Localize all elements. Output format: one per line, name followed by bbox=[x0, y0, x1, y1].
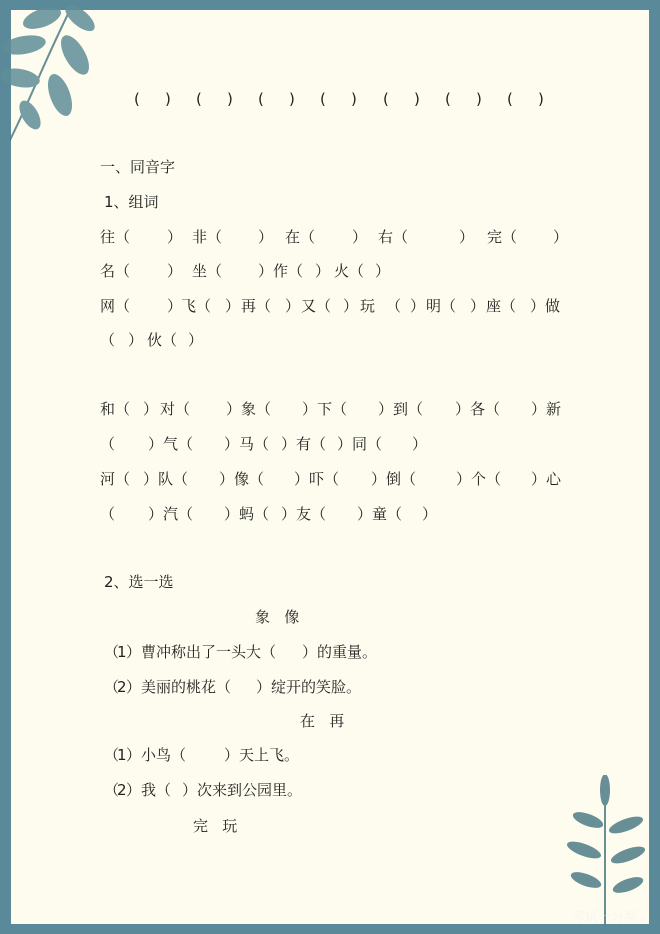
word-row bbox=[0, 226, 660, 248]
word-cell: ）有（ bbox=[281, 435, 327, 453]
word-cell: ） bbox=[258, 228, 274, 246]
word-cell: 做 bbox=[545, 297, 561, 315]
sub-heading-row bbox=[0, 191, 660, 213]
question-number: 1 bbox=[117, 643, 127, 661]
word-cell: ）新 bbox=[531, 400, 562, 418]
word-cell: （ bbox=[386, 297, 402, 315]
word-cell: ） bbox=[553, 228, 569, 246]
question-number: 2 bbox=[117, 781, 127, 799]
word-cell: ） bbox=[128, 331, 144, 349]
word-cell: ） bbox=[285, 297, 301, 315]
word-cell: ）作（ bbox=[258, 262, 304, 280]
word-cell: 座（ bbox=[486, 297, 517, 315]
sub-heading: 2、选一选 bbox=[104, 573, 174, 591]
question-text: ）绽开的笑脸。 bbox=[256, 678, 362, 696]
word-row bbox=[0, 433, 660, 455]
leaf-decoration-top-left bbox=[0, 0, 110, 150]
question-text: ）次来到公园里。 bbox=[182, 781, 303, 799]
bracket-open: ( bbox=[134, 90, 140, 108]
word-cell: ）到（ bbox=[378, 400, 424, 418]
question-paren: （ bbox=[104, 678, 120, 696]
options-row bbox=[0, 710, 660, 732]
bracket-close: ) bbox=[165, 90, 171, 108]
word-cell: ） bbox=[315, 262, 331, 280]
question-text: ）曹冲称出了一头大（ bbox=[126, 643, 277, 661]
bracket-close: ) bbox=[476, 90, 482, 108]
bracket-open: ( bbox=[445, 90, 451, 108]
word-cell: 右（ bbox=[378, 228, 409, 246]
top-bracket-row bbox=[0, 88, 660, 110]
word-row bbox=[0, 468, 660, 490]
word-cell: 又（ bbox=[301, 297, 332, 315]
question-paren: （ bbox=[104, 643, 120, 661]
word-cell: 非（ bbox=[192, 228, 223, 246]
bracket-open: ( bbox=[320, 90, 326, 108]
question-number: 2 bbox=[117, 678, 127, 696]
word-cell: ）同（ bbox=[337, 435, 383, 453]
bracket-close: ) bbox=[538, 90, 544, 108]
word-cell: 飞（ bbox=[181, 297, 212, 315]
word-cell: （ bbox=[100, 331, 116, 349]
word-cell: ） bbox=[375, 262, 391, 280]
word-cell: ） bbox=[167, 228, 183, 246]
question-number: 1 bbox=[117, 746, 127, 764]
bracket-close: ) bbox=[227, 90, 233, 108]
word-cell: ） bbox=[410, 297, 426, 315]
word-cell: 名（ bbox=[100, 262, 131, 280]
word-cell: 网（ bbox=[100, 297, 131, 315]
word-cell: ）各（ bbox=[455, 400, 501, 418]
word-cell: 玩 bbox=[360, 297, 376, 315]
question-text: ）天上飞。 bbox=[224, 746, 300, 764]
word-cell: 伙（ bbox=[147, 331, 178, 349]
word-cell: ） bbox=[167, 262, 183, 280]
word-cell: ）心 bbox=[531, 470, 562, 488]
word-cell: （ bbox=[100, 435, 116, 453]
word-cell: ） bbox=[188, 331, 204, 349]
word-cell: ）队（ bbox=[143, 470, 189, 488]
word-cell: ） bbox=[225, 297, 241, 315]
word-cell: ）像（ bbox=[219, 470, 265, 488]
word-cell: ）童（ bbox=[357, 505, 403, 523]
word-options: 在 再 bbox=[300, 712, 345, 730]
section-heading-row bbox=[0, 156, 660, 178]
options-row bbox=[0, 606, 660, 628]
word-cell: 火（ bbox=[334, 262, 365, 280]
word-cell: ） bbox=[343, 297, 359, 315]
word-cell: ） bbox=[459, 228, 475, 246]
word-cell: ）倒（ bbox=[371, 470, 417, 488]
question-row bbox=[0, 676, 660, 698]
bracket-close: ) bbox=[351, 90, 357, 108]
word-cell: ）蚂（ bbox=[224, 505, 270, 523]
word-cell: ）气（ bbox=[148, 435, 194, 453]
word-cell: ）友（ bbox=[281, 505, 327, 523]
word-cell: 完（ bbox=[487, 228, 518, 246]
word-cell: ） bbox=[167, 297, 183, 315]
word-cell: ） bbox=[143, 400, 159, 418]
word-cell: ） bbox=[530, 297, 546, 315]
bracket-open: ( bbox=[196, 90, 202, 108]
bracket-open: ( bbox=[507, 90, 513, 108]
word-cell: ） bbox=[470, 297, 486, 315]
word-cell: 坐（ bbox=[192, 262, 223, 280]
word-cell: ） bbox=[352, 228, 368, 246]
word-cell: ）马（ bbox=[224, 435, 270, 453]
watermark: 考试一分享 bbox=[572, 910, 638, 925]
word-cell: 河（ bbox=[100, 470, 131, 488]
bracket-open: ( bbox=[258, 90, 264, 108]
word-row bbox=[0, 503, 660, 525]
bracket-close: ) bbox=[414, 90, 420, 108]
word-cell: ） bbox=[422, 505, 438, 523]
word-cell: ）个（ bbox=[456, 470, 502, 488]
question-row bbox=[0, 779, 660, 801]
question-text: ）的重量。 bbox=[302, 643, 378, 661]
question-text: ）小鸟（ bbox=[126, 746, 187, 764]
word-cell: 在（ bbox=[285, 228, 316, 246]
word-cell: ）象（ bbox=[226, 400, 272, 418]
word-cell: 再（ bbox=[241, 297, 272, 315]
question-paren: （ bbox=[104, 746, 120, 764]
sub-heading: 1、组词 bbox=[104, 193, 159, 211]
question-paren: （ bbox=[104, 781, 120, 799]
word-options: 象 像 bbox=[255, 608, 300, 626]
word-cell: ） bbox=[412, 435, 428, 453]
word-cell: ）吓（ bbox=[294, 470, 340, 488]
section-heading: 一、同音字 bbox=[100, 158, 176, 176]
bracket-close: ) bbox=[289, 90, 295, 108]
word-row bbox=[0, 295, 660, 317]
word-options: 完 玩 bbox=[193, 817, 238, 835]
word-row bbox=[0, 329, 660, 351]
word-cell: 和（ bbox=[100, 400, 131, 418]
question-row bbox=[0, 744, 660, 766]
word-cell: 往（ bbox=[100, 228, 131, 246]
word-cell: 明（ bbox=[426, 297, 457, 315]
sub-heading-row bbox=[0, 571, 660, 593]
question-text: ）美丽的桃花（ bbox=[126, 678, 232, 696]
question-row bbox=[0, 641, 660, 663]
options-row bbox=[0, 815, 660, 837]
word-row bbox=[0, 398, 660, 420]
bracket-open: ( bbox=[383, 90, 389, 108]
word-cell: ）汽（ bbox=[148, 505, 194, 523]
word-row bbox=[0, 260, 660, 282]
word-cell: ）下（ bbox=[302, 400, 348, 418]
question-text: ）我（ bbox=[126, 781, 172, 799]
word-cell: 对（ bbox=[160, 400, 191, 418]
word-cell: （ bbox=[100, 505, 116, 523]
